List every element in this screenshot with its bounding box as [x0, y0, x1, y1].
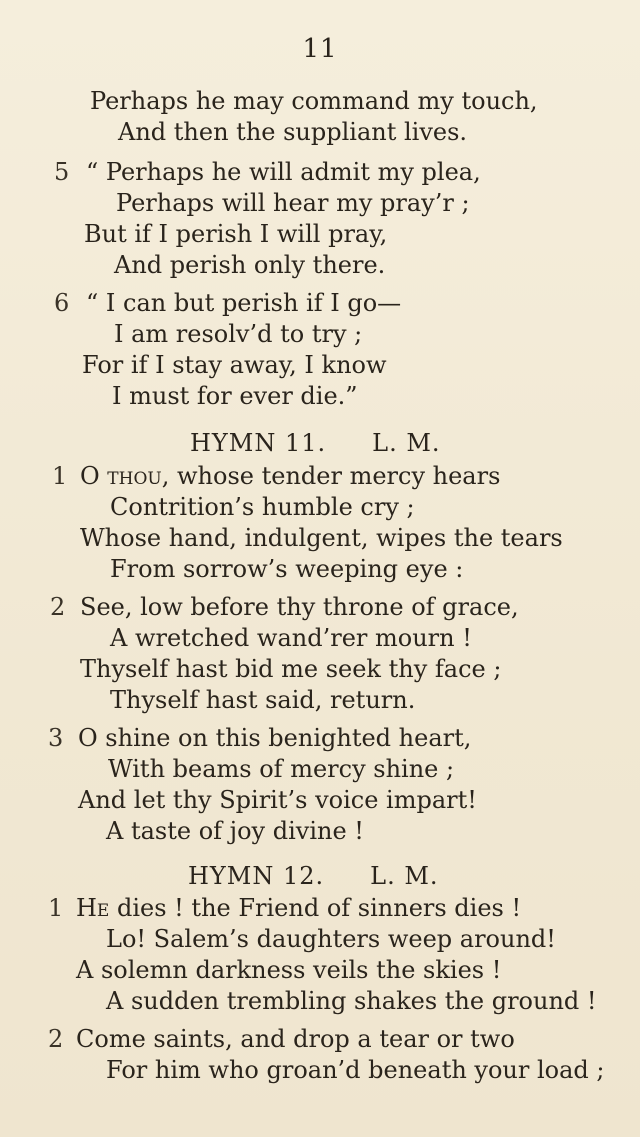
verse-line: Lo! Salem’s daughters weep around!	[106, 925, 556, 953]
verse-line: Thyself hast said, return.	[110, 686, 416, 714]
verse-number: 5	[54, 158, 70, 186]
hymn-meter: L. M.	[370, 862, 439, 890]
hymn-title: HYMN 11.	[190, 429, 327, 457]
verse-number: 3	[48, 724, 64, 752]
verse-line	[80, 461, 500, 491]
verse-line: For him who groan’d beneath your load ;	[106, 1056, 605, 1084]
verse-line: A taste of joy divine !	[106, 817, 364, 845]
verse-number: 1	[48, 894, 64, 922]
hymn-heading	[190, 428, 441, 458]
verse-line	[76, 893, 521, 923]
verse-line: Whose hand, indulgent, wipes the tears	[80, 524, 563, 552]
verse-line: Come saints, and drop a tear or two	[76, 1025, 515, 1053]
verse-line: I am resolv’d to try ;	[114, 320, 363, 348]
hymn-meter: L. M.	[372, 429, 441, 457]
first-line-rest: dies ! the Friend of sinners dies !	[109, 894, 522, 922]
verse-line: A wretched wand’rer mourn !	[110, 624, 472, 652]
verse-line: A solemn darkness veils the skies !	[76, 956, 502, 984]
verse-line: And perish only there.	[114, 251, 386, 279]
verse-number: 2	[50, 593, 66, 621]
verse-line: Perhaps will hear my pray’r ;	[116, 189, 470, 217]
verse-line: With beams of mercy shine ;	[108, 755, 455, 783]
first-word: O thou,	[80, 462, 170, 490]
verse-line: A sudden trembling shakes the ground !	[106, 987, 597, 1015]
verse-line: And let thy Spirit’s voice impart!	[78, 786, 477, 814]
verse-line: But if I perish I will pray,	[84, 220, 388, 248]
verse-line: Perhaps he may command my touch,	[90, 87, 538, 115]
verse-number: 6	[54, 289, 70, 317]
first-word: He	[76, 894, 110, 922]
verse-number: 1	[52, 462, 68, 490]
verse-line: See, low before thy throne of grace,	[80, 593, 519, 621]
verse-line: And then the suppliant lives.	[118, 118, 468, 146]
verse-line: O shine on this benighted heart,	[78, 724, 472, 752]
verse-line: “ Perhaps he will admit my plea,	[86, 158, 481, 186]
verse-line: I must for ever die.”	[112, 382, 358, 410]
verse-line: From sorrow’s weeping eye :	[110, 555, 464, 583]
verse-line: “ I can but perish if I go—	[86, 289, 402, 317]
verse-line: For if I stay away, I know	[82, 351, 387, 379]
first-line-rest: whose tender mercy hears	[169, 462, 501, 490]
hymn-title: HYMN 12.	[188, 862, 325, 890]
verse-line: Thyself hast bid me seek thy face ;	[80, 655, 502, 683]
verse-line: Contrition’s humble cry ;	[110, 493, 415, 521]
verse-number: 2	[48, 1025, 64, 1053]
page-number: 11	[302, 34, 338, 64]
hymn-heading	[188, 861, 439, 891]
